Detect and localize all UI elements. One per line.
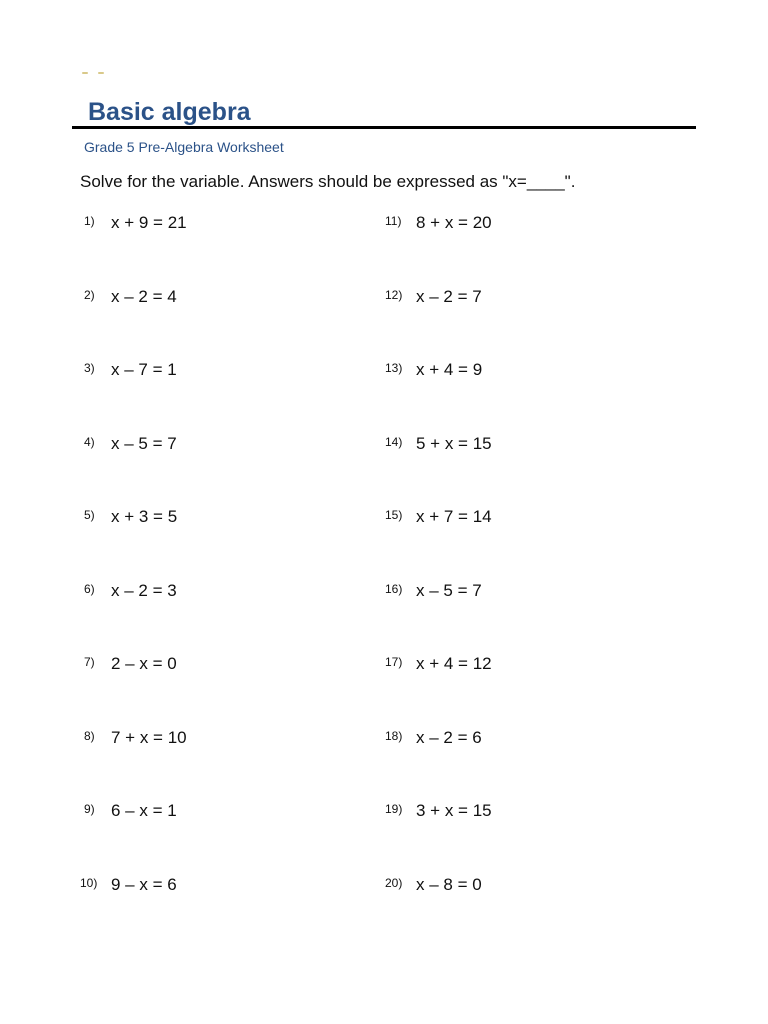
problem-equation: 3 + x = 15 <box>416 801 492 820</box>
instructions: Solve for the variable. Answers should be expressed as "x=____". <box>80 172 576 191</box>
problem-item <box>80 578 380 652</box>
problem-number: 4) <box>84 434 95 449</box>
problem-number: 20) <box>385 875 403 890</box>
problem-number: 17) <box>385 655 403 669</box>
page-title: Basic algebra <box>88 98 251 126</box>
problem-equation: x + 9 = 21 <box>111 213 187 232</box>
problem-number: 10) <box>80 875 98 890</box>
problem-equation: 8 + x = 20 <box>416 213 492 232</box>
problem-equation: x + 7 = 14 <box>416 507 492 526</box>
problem-item <box>385 725 685 799</box>
problem-item <box>80 504 380 578</box>
problem-number: 8) <box>84 728 95 743</box>
problem-column-left <box>80 210 380 945</box>
problem-item <box>80 725 380 799</box>
problem-number: 15) <box>385 508 403 522</box>
problem-number: 11) <box>385 214 402 228</box>
problem-item <box>385 431 685 505</box>
problem-item <box>385 872 685 946</box>
problem-equation: 6 – x = 1 <box>111 801 177 820</box>
problem-item <box>385 210 685 284</box>
problem-equation: x – 5 = 7 <box>111 433 177 453</box>
problem-equation: x + 4 = 9 <box>416 360 483 379</box>
problem-equation: x – 2 = 4 <box>111 286 177 306</box>
title-divider <box>72 126 696 129</box>
problem-equation: x – 5 = 7 <box>416 580 482 600</box>
problem-item <box>80 872 380 946</box>
problem-equation: 7 + x = 10 <box>111 727 187 747</box>
problem-equation: x – 8 = 0 <box>416 874 482 894</box>
problem-item <box>385 284 685 358</box>
problem-number: 5) <box>84 508 95 522</box>
problem-equation: x – 7 = 1 <box>111 360 177 379</box>
problem-item <box>385 651 685 725</box>
problem-number: 13) <box>385 361 403 375</box>
logo-mark <box>82 72 108 76</box>
problem-item <box>385 578 685 652</box>
problem-equation: 2 – x = 0 <box>111 654 177 673</box>
problem-column-right <box>385 210 685 945</box>
problem-equation: x + 3 = 5 <box>111 507 178 526</box>
problem-item <box>80 284 380 358</box>
problem-number: 9) <box>84 802 95 816</box>
problem-number: 16) <box>385 581 403 596</box>
problem-item <box>80 210 380 284</box>
problem-item <box>80 357 380 431</box>
problem-number: 6) <box>84 581 95 596</box>
problem-number: 19) <box>385 802 403 816</box>
problem-number: 1) <box>84 214 95 228</box>
problem-number: 18) <box>385 728 403 743</box>
problem-number: 3) <box>84 361 95 375</box>
problem-item <box>385 798 685 872</box>
problem-equation: x + 4 = 12 <box>416 654 492 673</box>
problem-number: 12) <box>385 287 403 302</box>
problem-number: 14) <box>385 434 403 449</box>
problem-equation: x – 2 = 3 <box>111 580 177 600</box>
problem-equation: x – 2 = 6 <box>416 727 482 747</box>
problem-item <box>80 798 380 872</box>
problem-item <box>385 504 685 578</box>
problem-equation: x – 2 = 7 <box>416 286 482 306</box>
problem-item <box>80 651 380 725</box>
problem-equation: 9 – x = 6 <box>111 874 177 894</box>
problem-equation: 5 + x = 15 <box>416 433 492 453</box>
problem-item <box>385 357 685 431</box>
problem-number: 7) <box>84 655 95 669</box>
problem-item <box>80 431 380 505</box>
problem-number: 2) <box>84 287 95 302</box>
worksheet-subtitle: Grade 5 Pre-Algebra Worksheet <box>84 139 284 155</box>
